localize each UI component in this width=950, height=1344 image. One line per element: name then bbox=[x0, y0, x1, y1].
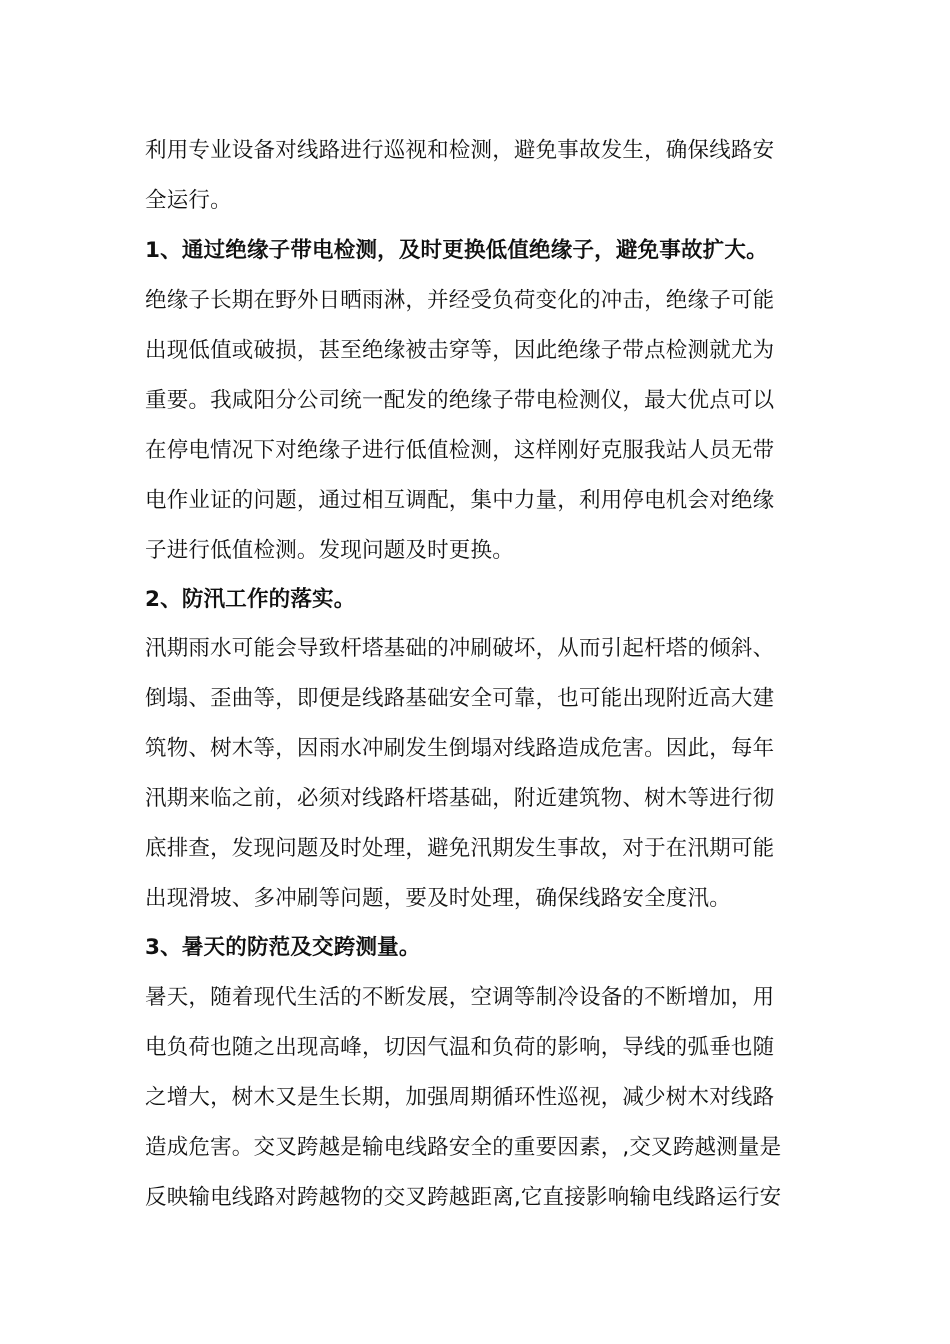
section-heading-2: 2、防汛工作的落实。 bbox=[145, 587, 356, 612]
body-line-4: 出现低值或破损，甚至绝缘被击穿等，因此绝缘子带点检测就尤为 bbox=[145, 338, 775, 363]
section-heading-3: 3、暑天的防范及交跨测量。 bbox=[145, 935, 421, 960]
body-line-6: 在停电情况下对绝缘子进行低值检测，这样刚好克服我站人员无带 bbox=[145, 438, 775, 463]
body-line-11: 筑物、树木等，因雨水冲刷发生倒塌对线路造成危害。因此，每年 bbox=[145, 736, 775, 761]
body-line-7: 电作业证的问题，通过相互调配，集中力量，利用停电机会对绝缘 bbox=[145, 488, 775, 513]
body-line-13: 底排查，发现问题及时处理，避免汛期发生事故，对于在汛期可能 bbox=[145, 836, 775, 861]
body-line-1: 利用专业设备对线路进行巡视和检测，避免事故发生，确保线路安 bbox=[145, 138, 775, 163]
body-line-19: 反映输电线路对跨越物的交叉跨越距离,它直接影响输电线路运行安 bbox=[145, 1185, 782, 1210]
body-line-10: 倒塌、歪曲等，即便是线路基础安全可靠，也可能出现附近高大建 bbox=[145, 686, 775, 711]
body-line-15: 暑天，随着现代生活的不断发展，空调等制冷设备的不断增加，用 bbox=[145, 985, 775, 1010]
body-line-18: 造成危害。交叉跨越是输电线路安全的重要因素，,交叉跨越测量是 bbox=[145, 1135, 782, 1160]
body-line-16: 电负荷也随之出现高峰，切因气温和负荷的影响，导线的弧垂也随 bbox=[145, 1035, 775, 1060]
body-line-5: 重要。我咸阳分公司统一配发的绝缘子带电检测仪，最大优点可以 bbox=[145, 388, 775, 413]
body-line-9: 汛期雨水可能会导致杆塔基础的冲刷破坏，从而引起杆塔的倾斜、 bbox=[145, 636, 775, 661]
body-line-3: 绝缘子长期在野外日晒雨淋，并经受负荷变化的冲击，绝缘子可能 bbox=[145, 288, 775, 313]
body-line-12: 汛期来临之前，必须对线路杆塔基础，附近建筑物、树木等进行彻 bbox=[145, 786, 775, 811]
section-heading-1: 1、通过绝缘子带电检测，及时更换低值绝缘子，避免事故扩大。 bbox=[145, 238, 768, 263]
body-line-14: 出现滑坡、多冲刷等问题，要及时处理，确保线路安全度汛。 bbox=[145, 886, 731, 911]
body-line-8: 子进行低值检测。发现问题及时更换。 bbox=[145, 538, 514, 563]
body-line-2: 全运行。 bbox=[145, 188, 232, 213]
body-line-17: 之增大，树木又是生长期，加强周期循环性巡视，减少树木对线路 bbox=[145, 1085, 775, 1110]
